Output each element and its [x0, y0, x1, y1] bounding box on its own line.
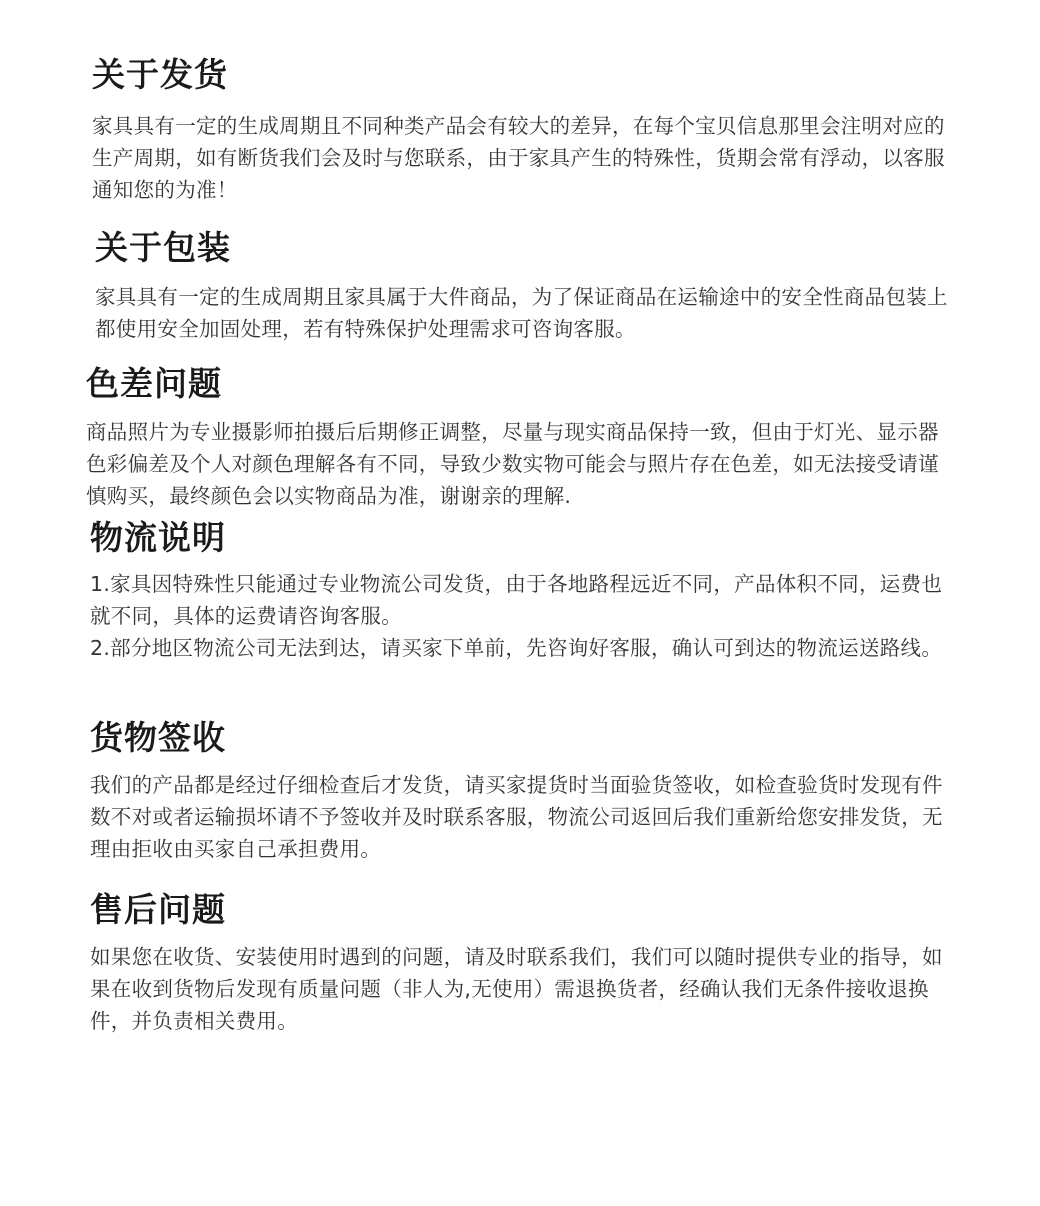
section-title-after-sales: 售后问题	[90, 890, 226, 929]
section-body-logistics	[90, 568, 950, 664]
section-body-after-sales	[90, 941, 950, 1037]
section-title-packaging: 关于包装	[95, 228, 231, 267]
section-title-logistics: 物流说明	[90, 518, 226, 557]
section-title-color-difference: 色差问题	[86, 364, 222, 403]
section-body-shipping	[92, 110, 952, 206]
paragraph: 家具具有一定的生成周期且不同种类产品会有较大的差异，在每个宝贝信息那里会注明对应的生产周期，如有断货我们会及时与您联系，由于家具产生的特殊性，货期会常有浮动，以客服通知您的为准！	[92, 114, 945, 202]
paragraph: 2.部分地区物流公司无法到达，请买家下单前，先咨询好客服，确认可到达的物流运送路线。	[90, 636, 943, 660]
section-title-receipt: 货物签收	[90, 718, 226, 757]
section-title-shipping: 关于发货	[92, 55, 228, 94]
section-body-receipt	[90, 769, 950, 865]
paragraph: 如果您在收货、安装使用时遇到的问题，请及时联系我们，我们可以随时提供专业的指导，如果在收到货物后发现有质量问题（非人为,无使用）需退换货者，经确认我们无条件接收退换件，并负责相关费用。	[90, 945, 943, 1033]
paragraph: 我们的产品都是经过仔细检查后才发货，请买家提货时当面验货签收，如检查验货时发现有件数不对或者运输损坏请不予签收并及时联系客服，物流公司返回后我们重新给您安排发货，无理由拒收由买家自己承担费用。	[90, 773, 943, 861]
paragraph: 商品照片为专业摄影师拍摄后后期修正调整，尽量与现实商品保持一致，但由于灯光、显示器色彩偏差及个人对颜色理解各有不同，导致少数实物可能会与照片存在色差，如无法接受请谨慎购买，最终颜色会以实物商品为准，谢谢亲的理解.	[86, 420, 939, 508]
paragraph: 1.家具因特殊性只能通过专业物流公司发货，由于各地路程远近不同，产品体积不同，运费也就不同，具体的运费请咨询客服。	[90, 572, 943, 628]
paragraph: 家具具有一定的生成周期且家具属于大件商品，为了保证商品在运输途中的安全性商品包装上都使用安全加固处理，若有特殊保护处理需求可咨询客服。	[95, 285, 948, 341]
section-body-color-difference	[86, 416, 946, 512]
section-body-packaging	[95, 281, 955, 345]
